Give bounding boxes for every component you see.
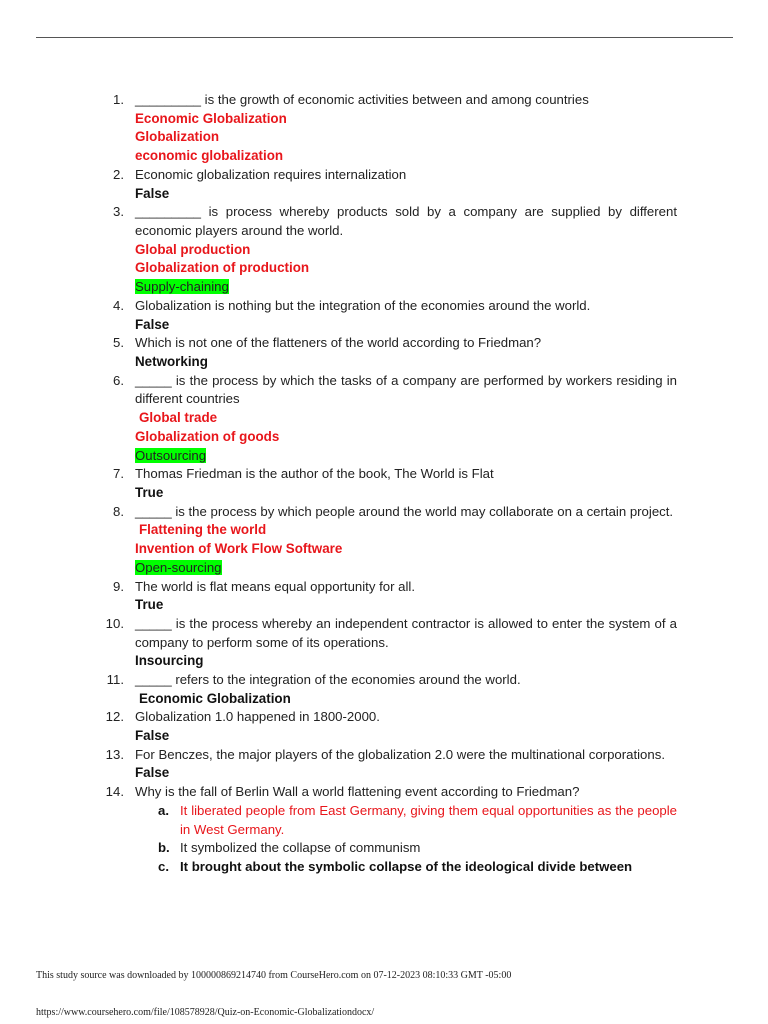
answer-line	[0, 428, 677, 447]
question-item	[0, 746, 677, 765]
answer-line	[0, 128, 677, 147]
answer-text: False	[135, 185, 170, 201]
option-letter: b.	[158, 840, 170, 856]
answer-line	[0, 241, 677, 260]
question-text: _________ is process whereby products sold by a company are supplied by different economic players around the world.	[135, 204, 677, 238]
answer-line	[0, 652, 677, 671]
question-number: 14.	[105, 784, 124, 800]
answer-line	[0, 764, 677, 783]
answer-line	[0, 147, 677, 166]
question-number: 4.	[113, 297, 124, 313]
question-item	[0, 465, 677, 484]
question-text: _____ is the process whereby an independent contractor is allowed to enter the system of a company to perform some of its operations.	[135, 616, 677, 650]
answer-text: Supply-chaining	[135, 279, 229, 295]
question-item	[0, 334, 677, 353]
answer-text: True	[135, 484, 164, 500]
question-number: 3.	[113, 204, 124, 220]
option-letter: c.	[158, 859, 169, 875]
answer-text: False	[135, 728, 170, 744]
answer-line	[0, 596, 677, 615]
answer-text: Globalization of production	[135, 260, 310, 276]
answer-line	[0, 353, 677, 372]
question-item	[0, 297, 677, 316]
answer-option	[0, 839, 677, 858]
quiz-content	[0, 91, 768, 877]
answer-line	[0, 559, 677, 578]
question-item	[0, 91, 677, 110]
question-text: Economic globalization requires internalization	[135, 166, 407, 182]
question-number: 11.	[106, 672, 124, 688]
question-number: 2.	[113, 166, 124, 182]
answer-line	[0, 540, 677, 559]
option-text: It liberated people from East Germany, giving them equal opportunities as the people in West Germany.	[180, 802, 677, 837]
question-text: _____ is the process by which people around the world may collaborate on a certain project.	[135, 503, 674, 519]
answer-text: Global production	[135, 241, 251, 257]
option-text: It brought about the symbolic collapse of the ideological divide between	[180, 859, 633, 875]
question-text: The world is flat means equal opportunity for all.	[135, 578, 416, 594]
answer-line	[0, 690, 677, 709]
answer-text: True	[135, 597, 164, 613]
answer-line	[0, 409, 677, 428]
source-url[interactable]: https://www.coursehero.com/file/108578928/Quiz-on-Economic-Globalizationdocx/	[36, 1007, 375, 1018]
question-text: _____ is the process by which the tasks of a company are performed by workers residing in different countries	[135, 372, 677, 407]
question-number: 9.	[113, 578, 124, 594]
question-text: Which is not one of the flatteners of the world according to Friedman?	[135, 335, 542, 351]
question-number: 10.	[105, 616, 124, 632]
question-item	[0, 166, 677, 185]
answer-text: Flattening the world	[139, 522, 267, 538]
answer-line	[0, 278, 677, 297]
answer-line	[0, 447, 677, 466]
question-item	[0, 671, 677, 690]
question-item	[0, 578, 677, 597]
answer-text: Economic Globalization	[139, 690, 291, 706]
answer-line	[0, 259, 677, 278]
option-letter: a.	[158, 802, 169, 818]
answer-line	[0, 110, 677, 129]
question-item	[0, 615, 677, 652]
question-item	[0, 372, 677, 409]
answer-text: False	[135, 316, 170, 332]
question-item	[0, 783, 677, 802]
answer-text: Invention of Work Flow Software	[135, 541, 343, 557]
answer-text: Networking	[135, 353, 208, 369]
option-text: It symbolized the collapse of communism	[180, 840, 421, 856]
question-text: Globalization 1.0 happened in 1800-2000.	[135, 709, 380, 725]
answer-text: economic globalization	[135, 148, 284, 164]
answer-text: Global trade	[139, 409, 218, 425]
question-item	[0, 708, 677, 727]
question-text: _________ is the growth of economic activities between and among countries	[135, 92, 589, 107]
download-note: This study source was downloaded by 100000869214740 from CourseHero.com on 07-12-2023 08:10:33 GMT -05:00	[36, 970, 512, 981]
answer-line	[0, 727, 677, 746]
answer-text: Outsourcing	[135, 447, 207, 463]
answer-option	[0, 858, 677, 877]
header-rule	[36, 37, 733, 38]
answer-text: Insourcing	[135, 653, 204, 669]
question-text: Thomas Friedman is the author of the book, The World is Flat	[135, 466, 494, 482]
question-item	[0, 503, 677, 522]
question-number: 8.	[113, 503, 124, 519]
answer-option	[0, 802, 677, 840]
question-number: 5.	[113, 335, 124, 351]
question-number: 6.	[113, 372, 124, 388]
question-text: _____ refers to the integration of the economies around the world.	[135, 672, 521, 688]
answer-text: Open-sourcing	[135, 559, 222, 575]
question-text: Globalization is nothing but the integration of the economies around the world.	[135, 297, 591, 313]
question-text: Why is the fall of Berlin Wall a world flattening event according to Friedman?	[135, 784, 580, 800]
question-text: For Benczes, the major players of the globalization 2.0 were the multinational corporations.	[135, 746, 665, 762]
answer-text: Globalization	[135, 129, 220, 145]
answer-text: Economic Globalization	[135, 110, 287, 126]
question-number: 13.	[105, 746, 124, 762]
question-number: 7.	[113, 466, 124, 482]
question-number: 1.	[113, 92, 124, 107]
question-number: 12.	[105, 709, 124, 725]
answer-line	[0, 521, 677, 540]
answer-text: False	[135, 765, 170, 781]
answer-line	[0, 316, 677, 335]
answer-line	[0, 185, 677, 204]
question-item	[0, 203, 677, 240]
answer-text: Globalization of goods	[135, 428, 280, 444]
answer-line	[0, 484, 677, 503]
